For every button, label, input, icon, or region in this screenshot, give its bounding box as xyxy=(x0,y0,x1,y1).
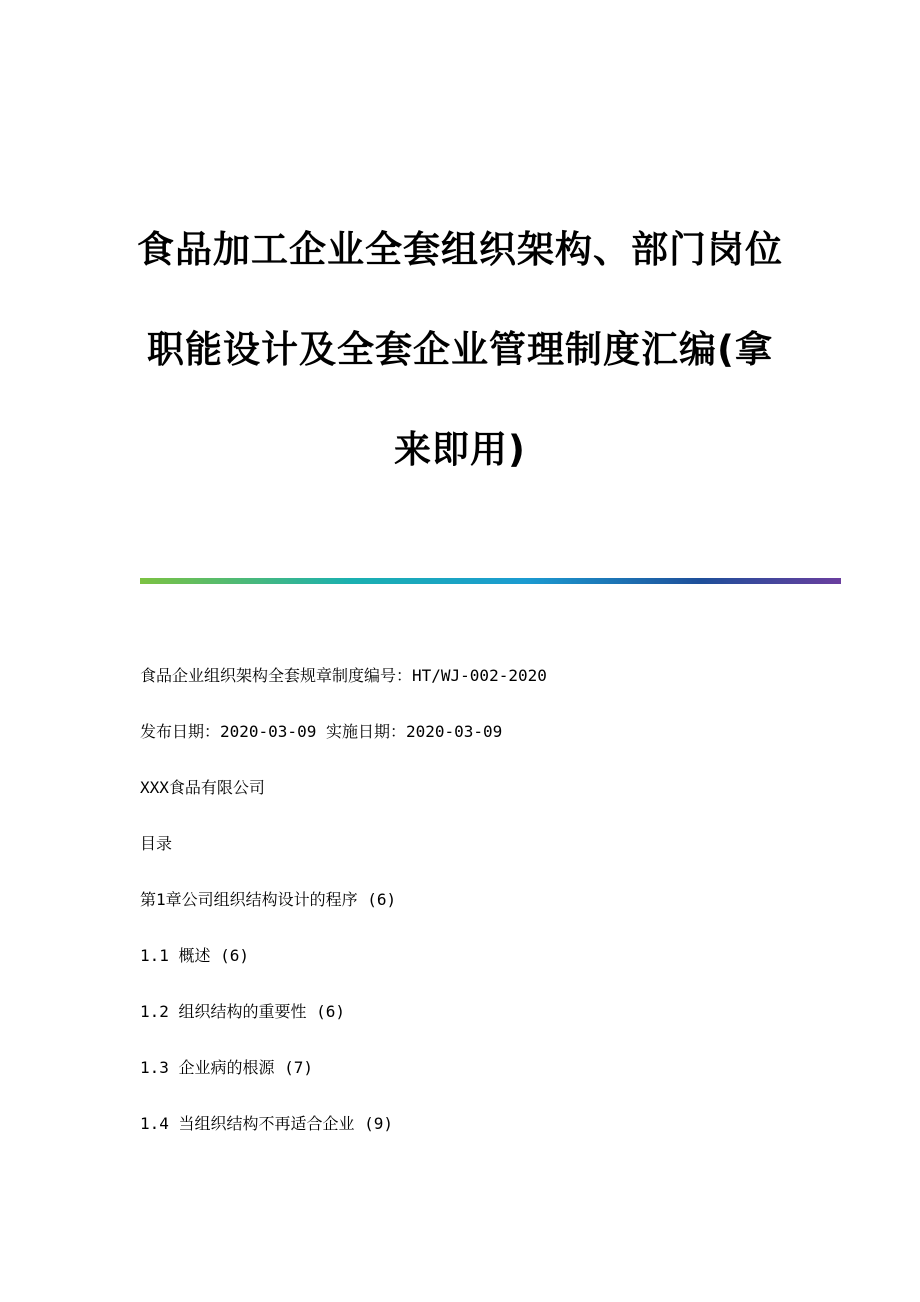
toc-item: 1.3 企业病的根源 (7) xyxy=(140,1058,314,1077)
toc-item: 第1章公司组织结构设计的程序 (6) xyxy=(140,890,397,909)
title-line-2: 职能设计及全套企业管理制度汇编(拿 xyxy=(147,328,773,371)
toc-item: 1.2 组织结构的重要性 (6) xyxy=(140,1002,346,1021)
company-name: XXX食品有限公司 xyxy=(140,778,265,797)
document-title xyxy=(100,200,820,500)
document-number: 食品企业组织架构全套规章制度编号：HT/WJ-002-2020 xyxy=(140,666,547,685)
toc-heading: 目录 xyxy=(140,834,173,853)
publish-dates: 发布日期：2020-03-09 实施日期：2020-03-09 xyxy=(140,722,503,741)
toc-item: 1.1 概述 (6) xyxy=(140,946,250,965)
gradient-divider xyxy=(140,578,841,584)
toc-item: 1.4 当组织结构不再适合企业 (9) xyxy=(140,1114,394,1133)
title-line-3: 来即用) xyxy=(394,428,526,471)
title-line-1: 食品加工企业全套组织架构、部门岗位 xyxy=(137,228,783,271)
